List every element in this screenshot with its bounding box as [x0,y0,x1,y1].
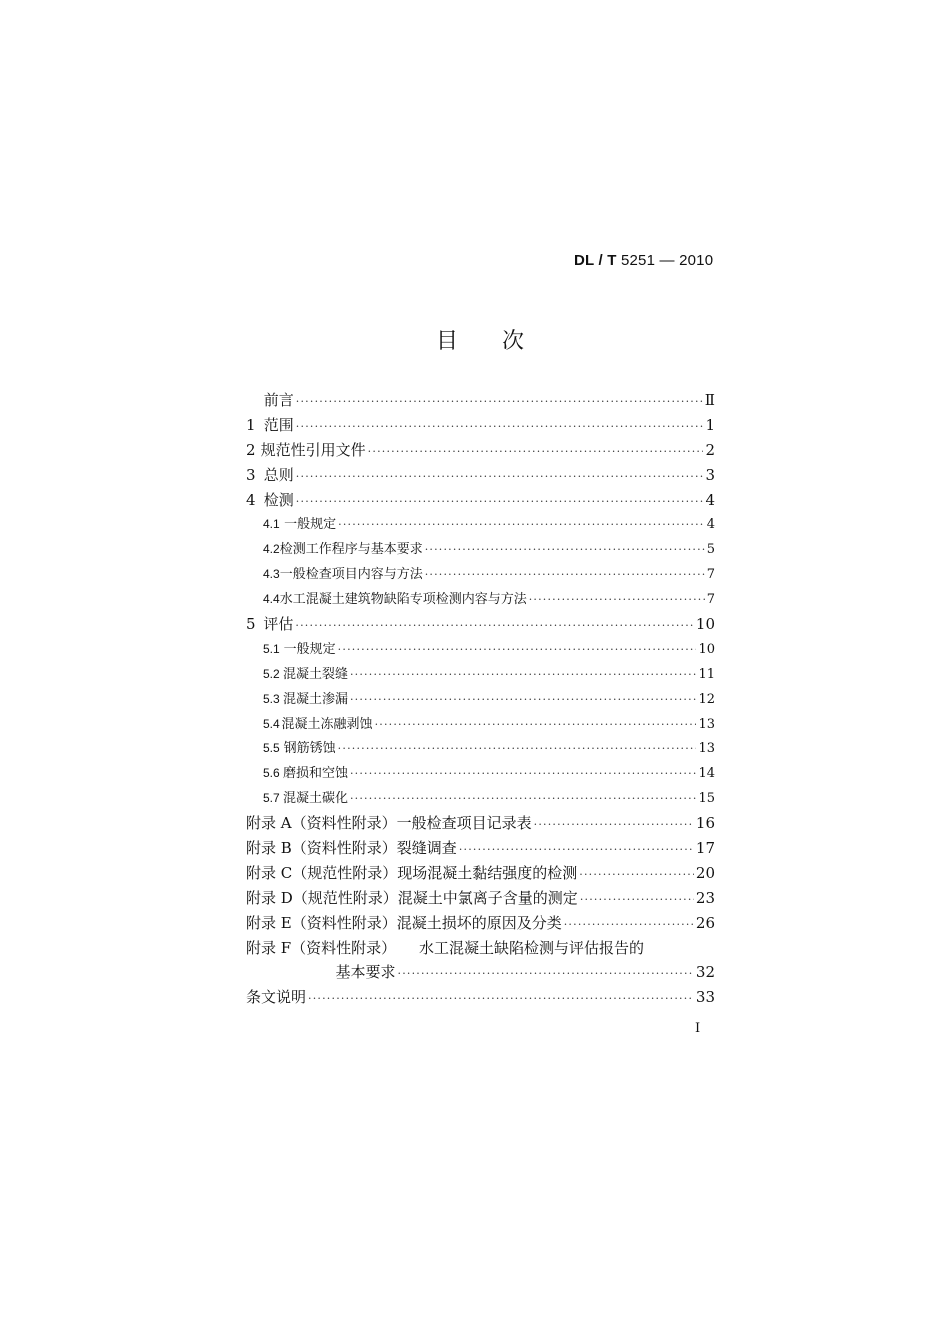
toc-entry-page: 33 [695,988,715,1007]
dot-leader [459,843,694,856]
toc-entry-number: 5.7 [263,791,280,806]
toc-entry[interactable] [246,588,715,613]
table-of-contents [246,389,715,1011]
dot-leader [564,918,694,931]
dot-leader [529,593,705,606]
dot-leader [296,395,703,408]
toc-entry-title: 条文说明 [246,988,307,1007]
toc-entry-title: 规范性引用文件 [260,440,366,459]
appendix-page: 26 [695,913,715,932]
dot-leader [580,893,694,906]
appendix-page: 17 [695,839,715,858]
toc-appendix-entry[interactable] [246,887,715,912]
toc-entry-page: 5 [706,542,715,558]
toc-entry-number: 5.4 [263,716,280,731]
toc-entry[interactable] [246,737,715,762]
toc-entry-number: 1 [246,415,256,434]
dot-leader [338,643,697,656]
appendix-prefix: 附录 A（资料性附录） [246,814,397,833]
dot-leader [375,718,697,731]
toc-entry-page: 14 [698,766,715,782]
toc-appendix-entry[interactable] [246,937,715,962]
appendix-prefix: 附录 C（规范性附录） [246,863,398,882]
toc-entry-title: 检测工作程序与基本要求 [279,542,423,558]
appendix-page: 20 [695,863,715,882]
toc-entry-title: 总则 [263,465,294,484]
document-code-prefix: DL / T [574,252,617,269]
dot-leader [295,619,694,632]
toc-entry-title: 水工混凝土建筑物缺陷专项检测内容与方法 [279,592,527,608]
toc-appendix-entry[interactable] [246,912,715,937]
toc-entry-title: 一般规定 [283,641,336,657]
toc-entry-title: 前言 [263,391,294,409]
appendix-prefix: 附录 F（资料性附录） [246,938,397,957]
toc-entry-page: 1 [705,415,715,434]
toc-entry-title: 磨损和空蚀 [282,766,348,782]
dot-leader [338,742,697,755]
page-number: I [695,1021,701,1036]
document-code [574,252,713,269]
toc-entry-title: 钢筋锈蚀 [283,741,336,757]
toc-entry-number: 5.6 [263,766,280,781]
dot-leader [350,668,696,681]
toc-entry[interactable] [246,489,715,514]
toc-entry-page: 7 [706,567,715,583]
page-title-first: 目 [436,329,459,354]
dot-leader [350,792,696,805]
toc-entry-number: 5.1 [263,641,280,656]
dot-leader [579,868,694,881]
toc-entry[interactable] [246,762,715,787]
toc-entry-page: 11 [698,666,715,682]
toc-appendix-entry[interactable] [246,862,715,887]
dot-leader [296,420,704,433]
toc-entry-page: 2 [705,440,715,459]
toc-entry-page: 4 [706,517,715,533]
dot-leader [425,543,705,556]
toc-entry[interactable] [246,563,715,588]
toc-entry-page: 13 [698,716,715,732]
toc-entry-title: 检测 [263,490,294,509]
toc-entry-number: 4.1 [263,517,280,532]
appendix-title: 裂缝调查 [396,839,457,858]
toc-entry-page: 4 [705,490,715,509]
toc-entry-number: 4.4 [263,592,280,607]
toc-entry[interactable] [246,638,715,663]
toc-entry-number: 2 [246,440,256,459]
appendix-title-line2: 基本要求 [335,963,396,982]
appendix-prefix: 附录 D（规范性附录） [246,888,398,907]
toc-entry[interactable] [246,439,715,464]
dot-leader [296,495,704,508]
toc-appendix-continuation[interactable] [246,961,715,986]
toc-entry-title: 混凝土裂缝 [282,666,348,682]
toc-entry[interactable] [246,986,715,1011]
toc-entry-page: 10 [698,641,715,657]
page-title [436,324,524,355]
appendix-page: 23 [695,888,715,907]
dot-leader [368,445,704,458]
dot-leader [308,992,694,1005]
dot-leader [350,693,696,706]
toc-entry-page: 3 [705,465,715,484]
dot-leader [350,767,696,780]
toc-entry[interactable] [246,414,715,439]
toc-entry[interactable] [246,688,715,713]
toc-entry[interactable] [246,613,715,638]
toc-entry-number: 4.3 [263,567,280,582]
toc-entry[interactable] [246,538,715,563]
appendix-page: 32 [695,963,715,982]
toc-appendix-entry[interactable] [246,837,715,862]
appendix-title: 混凝土损坏的原因及分类 [396,913,562,932]
dot-leader [398,967,694,980]
toc-entry-title: 一般规定 [284,517,337,533]
toc-appendix-entry[interactable] [246,812,715,837]
toc-entry-page: 13 [698,741,715,757]
toc-entry-number: 5.5 [263,741,280,756]
appendix-title: 一般检查项目记录表 [396,814,532,833]
toc-entry-page: 10 [695,615,715,634]
toc-entry-title: 评估 [263,615,294,634]
toc-entry-page: 7 [706,592,715,608]
toc-entry[interactable] [246,464,715,489]
appendix-page: 16 [695,814,715,833]
toc-entry-number: 3 [246,465,256,484]
appendix-prefix: 附录 B（资料性附录） [246,839,397,858]
toc-entry[interactable] [246,513,715,538]
toc-entry-title: 混凝土冻融剥蚀 [281,716,373,732]
toc-entry-number: 5.3 [263,691,280,706]
toc-entry-page: Ⅱ [704,391,715,409]
toc-entry-number: 5.2 [263,666,280,681]
toc-entry-title: 混凝土渗漏 [282,691,348,707]
dot-leader [534,818,694,831]
dot-leader [425,568,705,581]
toc-entry[interactable] [246,663,715,688]
appendix-title: 现场混凝土黏结强度的检测 [397,863,578,882]
toc-entry-number: 4 [246,490,256,509]
appendix-prefix: 附录 E（资料性附录） [246,913,397,932]
toc-entry-number: 4.2 [263,542,280,557]
toc-entry-page: 12 [698,691,715,707]
toc-entry-title: 一般检查项目内容与方法 [279,567,423,583]
appendix-title: 混凝土中氯离子含量的测定 [397,888,578,907]
toc-entry-title: 范围 [263,415,294,434]
page-title-second: 次 [502,329,525,354]
toc-entry-page: 15 [698,791,715,807]
dot-leader [338,518,705,531]
toc-entry-title: 混凝土碳化 [282,791,348,807]
toc-entry[interactable] [246,787,715,812]
toc-entry[interactable] [246,713,715,738]
document-code-number: 5251 — 2010 [616,252,714,269]
dot-leader [296,470,704,483]
appendix-title-line1: 水工混凝土缺陷检测与评估报告的 [419,938,645,957]
toc-entry-number: 5 [246,615,256,634]
toc-entry[interactable] [246,389,715,414]
